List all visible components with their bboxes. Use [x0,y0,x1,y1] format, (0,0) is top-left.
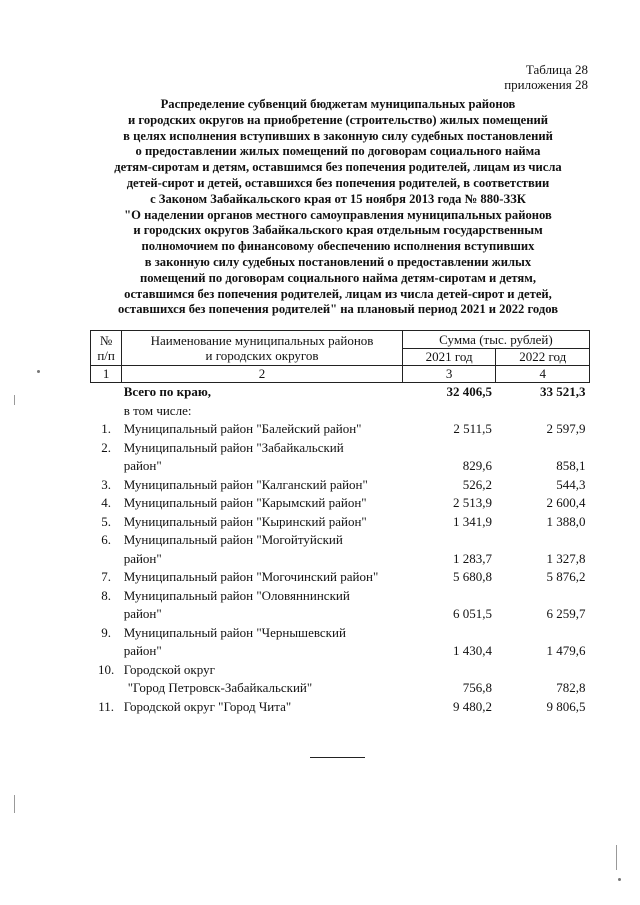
row-number: 11. [98,698,114,714]
title-line: оставшихся без попечения родителей" на плановый период 2021 и 2022 годов [118,302,558,317]
row-value-2021: 2 513,9 [452,495,492,510]
header-name-line1: Наименование муниципальных районов [150,333,374,348]
row-name-line2: район" [123,550,162,566]
row-name [122,661,403,698]
table-row [91,698,590,717]
row-name-line2: район" [123,458,162,473]
header-number-line2: п/п [97,348,115,363]
scan-mark [14,395,15,405]
row-number: 5. [101,513,111,529]
table-row [91,476,590,495]
row-name [122,568,403,587]
row-value-2021: 756,8 [462,680,492,695]
header-sum: Сумма (тыс. рублей) [402,331,589,349]
header-year-2021: 2021 год [402,349,496,366]
row-name [122,476,403,495]
table-row [91,513,590,532]
row-value-2022: 1 327,8 [546,550,586,566]
row-value-2021: 5 680,8 [452,569,492,584]
title-line: в целях исполнения вступивших в законную силу судебных постановлений [123,128,553,143]
title-line: "О наделении органов местного самоуправления муниципальных районов [124,207,552,222]
title-line: детей-сирот и детей, оставшихся без попечения родителей, в соответствии [126,175,550,190]
row-name-line2: район" [123,643,162,658]
row-value-2022: 2 597,9 [546,421,586,436]
column-numbers-row [91,366,590,383]
row-number: 4. [101,495,111,510]
row-name-line1: Муниципальный район "Могочинский район" [123,569,379,584]
row-name-line1: Городской округ [123,661,215,677]
row-name [122,698,403,717]
row-number: 2. [101,439,111,455]
table-body [91,420,590,716]
row-name-line1: Муниципальный район "Кыринский район" [123,513,367,529]
header-number [91,331,122,366]
row-name [122,439,403,476]
row-value-2022: 9 806,5 [546,698,586,714]
row-number: 1. [101,421,111,436]
table-row [91,587,590,624]
row-value-2021: 2 511,5 [453,421,492,436]
title-line: помещений по договорам социального найма детям-сиротам и детям, [140,270,536,285]
row-name-line1: Муниципальный район "Чернышевский [123,624,346,640]
scan-dot [37,370,40,373]
row-name [122,587,403,624]
row-name-line1: Муниципальный район "Оловяннинский [123,587,350,603]
column-number: 3 [402,366,496,383]
row-value-2021: 6 051,5 [452,606,492,621]
table-row [91,624,590,661]
table-row [91,494,590,513]
appendix-number: приложения 28 [504,77,588,92]
row-number: 8. [101,587,111,603]
title-line: с Законом Забайкальского края от 15 ноября 2013 года № 880-ЗЗК [150,191,526,206]
including-label: в том числе: [123,402,192,418]
row-name [122,513,403,532]
total-2021: 32 406,5 [446,384,492,399]
row-number: 3. [101,476,111,492]
table-row [91,439,590,476]
table-row [91,568,590,587]
appendix-reference [504,62,588,92]
row-value-2022: 6 259,7 [546,606,586,621]
row-value-2021: 526,2 [462,476,492,492]
including-row [91,402,590,421]
title-line: Распределение субвенций бюджетам муниципальных районов [160,97,516,111]
row-value-2021: 829,6 [462,458,492,473]
scan-mark [616,845,617,870]
row-name-line1: Муниципальный район "Карымский район" [123,495,367,510]
row-name-line1: Муниципальный район "Забайкальский [123,439,344,455]
row-value-2022: 1 388,0 [546,513,586,529]
header-year-2022: 2022 год [496,349,590,366]
row-value-2022: 2 600,4 [546,495,586,510]
row-name [122,494,403,513]
title-line: оставшимся без попечения родителей, лицам из числа детей-сирот и детей, [124,286,552,301]
row-number: 10. [97,661,115,677]
title-line: и городских округов Забайкальского края отдельным государственным [133,223,543,238]
row-name-line1: Муниципальный район "Балейский район" [123,421,362,436]
table-row [91,661,590,698]
row-value-2021: 1 430,4 [452,643,492,658]
row-name-line2: "Город Петровск-Забайкальский" [127,680,313,695]
row-value-2022: 1 479,6 [546,643,586,658]
row-name [122,624,403,661]
title-line: о предоставлении жилых помещений по договорам социального найма [135,144,541,159]
total-label: Всего по краю, [123,384,212,399]
end-rule [310,757,365,758]
row-name-line1: Муниципальный район "Калганский район" [123,476,368,492]
table-row [91,420,590,439]
column-number: 2 [122,366,403,383]
row-value-2021: 1 341,9 [452,513,492,529]
document-title [88,97,588,318]
row-value-2022: 782,8 [556,680,586,695]
row-value-2022: 858,1 [556,458,586,473]
header-number-line1: № [99,333,113,348]
table-number: Таблица 28 [525,62,588,77]
total-2022: 33 521,3 [540,384,586,399]
scan-dot [618,878,621,881]
table-header-row [91,331,590,349]
row-value-2021: 1 283,7 [452,550,492,566]
row-name [122,420,403,439]
row-value-2022: 544,3 [556,476,586,492]
total-row [91,383,590,402]
title-line: в законную силу судебных постановлений о предоставлении жилых [144,254,532,269]
header-name [122,331,403,366]
header-name-line2: и городских округов [205,348,319,363]
row-value-2021: 9 480,2 [452,698,492,714]
row-number: 7. [101,569,111,584]
row-value-2022: 5 876,2 [546,569,586,584]
row-number: 6. [101,532,111,547]
row-name-line2: район" [123,606,162,621]
row-name-line1: Городской округ "Город Чита" [123,698,292,714]
title-line: полномочием по финансовому обеспечению исполнения вступивших [141,239,535,254]
title-line: и городских округов на приобретение (строительство) жилых помещений [128,112,548,127]
title-line: детям-сиротам и детям, оставшимся без попечения родителей, лицам из числа [114,160,562,175]
row-name [122,531,403,568]
column-number: 4 [496,366,590,383]
row-number: 9. [101,624,111,640]
table-row [91,531,590,568]
row-name-line1: Муниципальный район "Могойтуйский [123,532,343,547]
scan-mark [14,795,15,813]
column-number: 1 [91,366,122,383]
subvention-table [90,330,590,716]
